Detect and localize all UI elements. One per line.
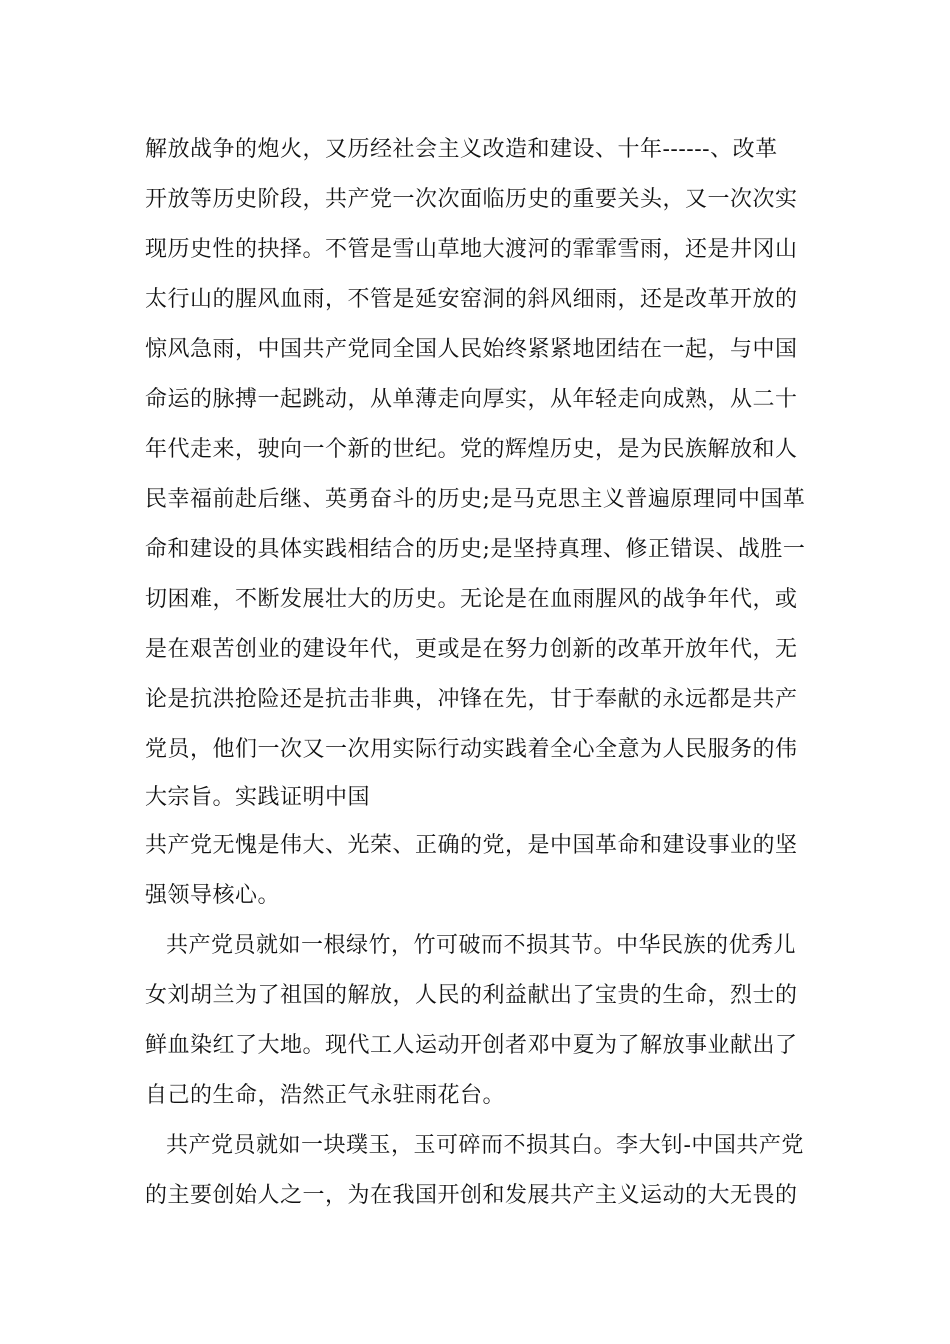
text-line: 自己的生命，浩然正气永驻雨花台。	[145, 1083, 506, 1108]
text-line: 是在艰苦创业的建设年代，更或是在努力创新的改革开放年代，无	[145, 637, 798, 662]
text-line: 党员，他们一次又一次用实际行动实践着全心全意为人民服务的伟	[145, 737, 798, 762]
text-line: 现历史性的抉择。不管是雪山草地大渡河的霏霏雪雨，还是井冈山	[145, 237, 798, 262]
text-line: 切困难，不断发展壮大的历史。无论是在血雨腥风的战争年代，或	[145, 587, 798, 612]
text-line: 开放等历史阶段，共产党一次次面临历史的重要关头，又一次次实	[145, 187, 798, 212]
text-line: 命运的脉搏一起跳动，从单薄走向厚实，从年轻走向成熟，从二十	[145, 387, 798, 412]
text-line: 的主要创始人之一，为在我国开创和发展共产主义运动的大无畏的	[145, 1183, 798, 1208]
paragraph-first-line: 共产党员就如一块璞玉，玉可碎而不损其白。李大钊-中国共产党	[166, 1133, 804, 1158]
text-line: 女刘胡兰为了祖国的解放，人民的利益献出了宝贵的生命，烈士的	[145, 983, 798, 1008]
text-line: 共产党无愧是伟大、光荣、正确的党，是中国革命和建设事业的坚	[145, 833, 798, 858]
text-line: 太行山的腥风血雨，不管是延安窑洞的斜风细雨，还是改革开放的	[145, 287, 798, 312]
text-line: 大宗旨。实践证明中国	[145, 785, 371, 810]
text-line: 论是抗洪抢险还是抗击非典，冲锋在先，甘于奉献的永远都是共产	[145, 687, 798, 712]
text-line: 解放战争的炮火，又历经社会主义改造和建设、十年------、改革	[145, 137, 778, 162]
text-line: 强领导核心。	[145, 883, 281, 908]
paragraph-first-line: 共产党员就如一根绿竹，竹可破而不损其节。中华民族的优秀儿	[166, 933, 797, 958]
text-line: 民幸福前赴后继、英勇奋斗的历史;是马克思主义普遍原理同中国革	[145, 487, 806, 512]
text-line: 惊风急雨，中国共产党同全国人民始终紧紧地团结在一起，与中国	[145, 337, 798, 362]
text-line: 鲜血染红了大地。现代工人运动开创者邓中夏为了解放事业献出了	[145, 1033, 798, 1058]
text-line: 年代走来，驶向一个新的世纪。党的辉煌历史，是为民族解放和人	[145, 437, 798, 462]
text-line: 命和建设的具体实践相结合的历史;是坚持真理、修正错误、战胜一	[145, 537, 806, 562]
